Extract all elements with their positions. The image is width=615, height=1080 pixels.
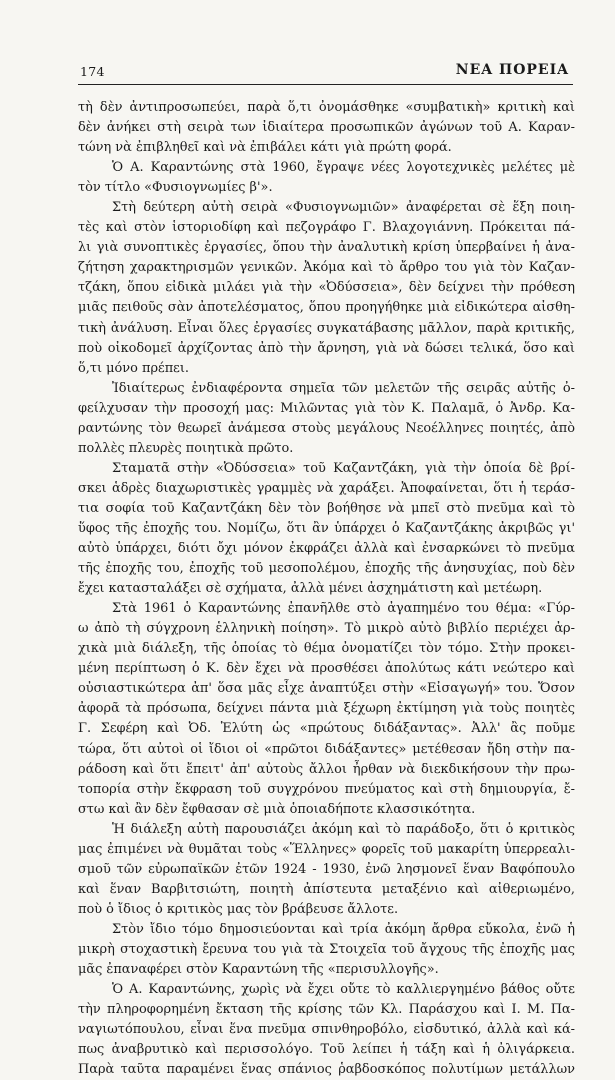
- journal-title: ΝΕΑ ΠΟΡΕΙΑ: [455, 62, 569, 78]
- text-line: τώνη νὰ ἐπιβληθεῖ καὶ νὰ ἐπιβάλει κάτι γιὰ πρώτη φορά.: [78, 140, 452, 156]
- text-line: τώρα, ὅτι αὐτοὶ οἱ ἴδιοι οἱ «πρῶτοι διδάξαντες» μετέθεσαν ἤδη στὴν πα-: [78, 741, 575, 757]
- text-line: Παρὰ ταῦτα παραμένει ἕνας σπάνιος ῥαβδοσκόπος πολυτίμων μετάλλων: [78, 1062, 575, 1078]
- text-line: Ἰδιαίτερως ἐνδιαφέροντα σημεῖα τῶν μελετῶν τῆς σειρᾶς αὐτῆς ὀ-: [112, 380, 575, 396]
- page-number: 174: [80, 64, 105, 79]
- running-header: [78, 62, 573, 85]
- text-line: τὴ δὲν ἀντιπροσωπεύει, παρὰ ὅ,τι ὀνομάσθηκε «συμβατικὴ» κριτικὴ καὶ: [78, 100, 575, 115]
- text-line: Ἡ διάλεξη αὐτὴ παρουσιάζει ἀκόμη καὶ τὸ παράδοξο, ὅτι ὁ κριτικὸς: [112, 821, 575, 837]
- text-line: πολλὲς πλευρὲς ποιητικὰ πρῶτο.: [78, 440, 294, 456]
- text-line: τια σοφία τοῦ Καζαντζάκη δὲν τὸν βοήθησε νὰ μπεῖ στὸ πνεῦμα καὶ τὸ: [78, 500, 575, 516]
- text-line: στω καὶ ἂν δὲν ἔφθασαν σὲ μιὰ ὁποιαδήποτε κλασσικότητα.: [78, 801, 476, 817]
- text-line: χικὰ μιὰ διάλεξη, τῆς ὁποίας τὸ θέμα ὀνοματίζει τὸν τόμο. Στὴν προκει-: [78, 641, 575, 657]
- text-line: μένη περίπτωση ὁ Κ. δὲν ἔχει νὰ προσθέσει ἀπολύτως κάτι νεώτερο καὶ: [78, 661, 575, 677]
- text-line: αὐτὸ ὑπάρχει, διότι ὄχι μόνον ἐκφράζει ἀλλὰ καὶ ἐνσαρκώνει τὸ πνεῦμα: [78, 541, 575, 557]
- text-line: Στὴ δεύτερη αὐτὴ σειρὰ «Φυσιογνωμιῶν» ἀναφέρεται σὲ ἕξη ποιη-: [112, 200, 575, 216]
- body-text: [78, 98, 575, 1080]
- text-line: τικὴ ἀνάλυση. Εἶναι ὅλες ἐργασίες συγκατάβασης μᾶλλον, παρὰ κριτικῆς,: [78, 320, 575, 336]
- text-line: Ὁ Α. Καραντώνης, χωρὶς νὰ ἔχει οὔτε τὸ καλλιεργημένο βάθος οὔτε: [112, 982, 575, 998]
- text-line: μικρὴ στοχαστικὴ ἔρευνα του γιὰ τὰ Στοιχεῖα τοῦ ἄγχους τῆς ἐποχῆς μας: [78, 941, 575, 957]
- text-line: δὲν ἀνήκει στὴ σειρὰ των ἰδιαίτερα προσωπικῶν ἀγώνων τοῦ Α. Καραν-: [78, 120, 575, 136]
- text-line: τζάκη, ὅπου εἰδικὰ μιλάει γιὰ τὴν «Ὀδύσσεια», δὲν δείχνει τὴν πρόθεση: [78, 280, 575, 296]
- text-line: τῆς ἐποχῆς του, ἐποχῆς τοῦ μεσοπολέμου, ἐποχῆς τῆς ἀνησυχίας, ποὺ δὲν: [78, 561, 575, 577]
- text-line: ράδοση καὶ ὅτι ἔπειτ' ἀπ' αὐτοὺς ἄλλοι ἦρθαν νὰ διεκδικήσουν τὴν πρω-: [78, 761, 575, 777]
- text-line: σμοῦ τῶν εὐρωπαϊκῶν ἐτῶν 1924 - 1930, ἐνῶ λησμονεῖ ἕναν Βαφόπουλο: [78, 861, 575, 877]
- text-line: ζήτηση χαρακτηρισμῶν γενικῶν. Ἀκόμα καὶ τὸ ἄρθρο του γιὰ τὸν Καζαν-: [78, 260, 575, 276]
- text-line: οὐσιαστικώτερα ἀπ' ὅσα μᾶς εἶχε ἀναπτύξει στὴν «Εἰσαγωγή» του. Ὅσον: [78, 681, 575, 697]
- text-line: ποὺ ὁ ἴδιος ὁ κριτικὸς μας τὸν βράβευσε ἄλλοτε.: [78, 901, 399, 917]
- text-line: ὅ,τι μόνο πρέπει.: [78, 360, 190, 376]
- text-line: τὲς καὶ στὸν ἱστοριοδίφη καὶ πεζογράφο Γ. Βλαχογιάννη. Πρόκειται πά-: [78, 220, 575, 236]
- text-line: φείλχυσαν τὴν προσοχή μας: Μιλῶντας γιὰ τὸν Κ. Παλαμᾶ, ὁ Ἀνδρ. Κα-: [78, 400, 575, 416]
- text-line: Σταματᾶ στὴν «Ὀδύσσεια» τοῦ Καζαντζάκη, γιὰ τὴν ὁποία δὲ βρί-: [112, 460, 575, 476]
- text-line: πως ἀναβρυτικὸ καὶ περισσολόγο. Τοῦ λείπει ἡ τάξη καὶ ἡ ὀλιγάρκεια.: [78, 1042, 575, 1058]
- text-line: καὶ ἕναν Βαρβιτσιώτη, ποιητὴ ἀπίστευτα μεταξένιο καὶ αἰθεριωμένο,: [78, 881, 575, 897]
- text-line: Γ. Σεφέρη καὶ Ὀδ. Ἐλύτη ὡς «πρώτους διδάξαντας». Ἀλλ' ἂς ποῦμε: [78, 721, 575, 737]
- text-line: ἀφορᾶ τὰ πρόσωπα, δείχνει πάντα μιὰ ξέχωρη ἐκτίμηση γιὰ τοὺς ποιητὲς: [78, 701, 575, 717]
- text-line: μιᾶς πειθοῦς σὰν ἀποτελέσματος, ὅπου προηγήθηκε μιὰ εἰδικώτερα αἰσθη-: [78, 300, 575, 316]
- text-line: σκει ἁδρὲς διαχωριστικὲς γραμμὲς νὰ χαράξει. Ἀποφαίνεται, ὅτι ἡ τεράσ-: [78, 480, 575, 496]
- text-line: ὕφος τῆς ἐποχῆς του. Νομίζω, ὅτι ἂν ὑπάρχει ὁ Καζαντζάκης ἀκριβῶς γι': [78, 520, 575, 536]
- text-line: ραντώνης τὸν θεωρεῖ ἀνάμεσα στοὺς μεγάλους Νεοέλληνες ποιητές, ἀπὸ: [78, 420, 575, 436]
- text-line: ναγιωτόπουλου, εἶναι ἕνα πνεῦμα σπινθηροβόλο, εἰσδυτικό, ἀλλὰ καὶ κά-: [78, 1022, 575, 1038]
- text-line: τὴν πληροφορημένη ἔκταση τῆς κρίσης τῶν Κλ. Παράσχου καὶ Ι. Μ. Πα-: [78, 1002, 575, 1018]
- text-line: Στὸν ἴδιο τόμο δημοσιεύονται καὶ τρία ἀκόμη ἄρθρα εὔκολα, ἐνῶ ἡ: [112, 921, 575, 937]
- text-line: λι γιὰ συνοπτικὲς ἐργασίες, ὅπου τὴν ἀναλυτικὴ κρίση ὑπερβαίνει ἡ ἀνα-: [78, 240, 575, 256]
- text-line: Ὁ Α. Καραντώνης στὰ 1960, ἔγραψε νέες λογοτεχνικὲς μελέτες μὲ: [112, 160, 575, 176]
- text-line: μᾶς ἐπαναφέρει στὸν Καραντώνη τῆς «περισυλλογῆς».: [78, 962, 439, 978]
- text-line: ποὺ οἰκοδομεῖ ἀρχίζοντας ἀπὸ τὴν ἄρνηση, γιὰ νὰ δώσει τελικά, ὅσο καὶ: [78, 340, 575, 356]
- text-line: ἔχει κατασταλάξει σὲ σχήματα, ἀλλὰ μένει ἀσχημάτιστη καὶ μετέωρη.: [78, 581, 543, 597]
- text-line: τὸν τίτλο «Φυσιογνωμίες β'».: [78, 180, 273, 196]
- text-line: Στὰ 1961 ὁ Καραντώνης ἐπανῆλθε στὸ ἀγαπημένο του θέμα: «Γύρ-: [112, 601, 575, 617]
- text-line: ω ἀπὸ τὴ σύγχρονη ἑλληνικὴ ποίηση». Τὸ μικρὸ αὐτὸ βιβλίο περιέχει ἀρ-: [78, 621, 575, 637]
- text-line: τοπορία στὴν ἔκφραση τοῦ συγχρόνου πνεύματος καὶ στὴ δημιουργία, ἔ-: [78, 781, 575, 797]
- text-line: μας ἐπιμένει νὰ θυμᾶται τοὺς «Ἕλληνες» φορεῖς τοῦ μακαρίτη ὑπερρεαλι-: [78, 841, 575, 857]
